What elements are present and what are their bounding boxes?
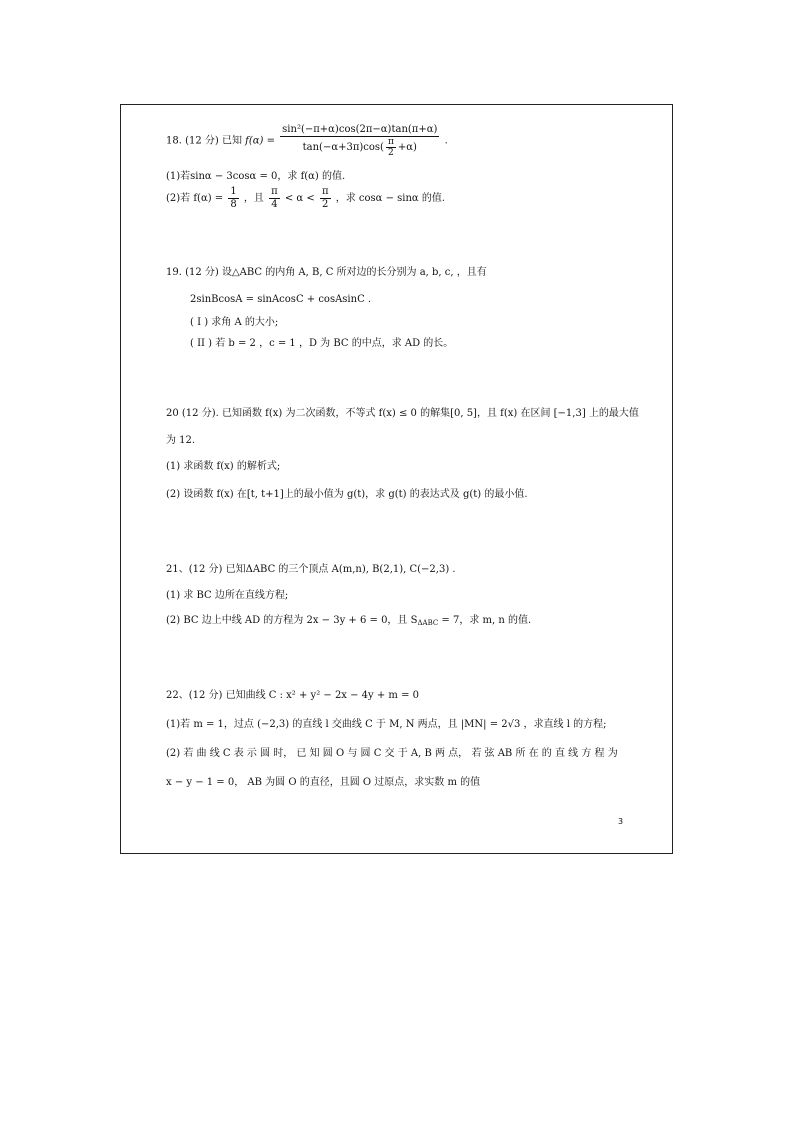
q18-p2-pi2	[320, 186, 331, 211]
q18-p2-pi4	[269, 186, 280, 211]
q21-p2-a: (2) BC 边上中线 AD 的方程为 2x − 3y + 6 = 0，且 S	[166, 615, 418, 626]
page-frame	[120, 104, 673, 854]
q18-p2-a: (2)若 f(α) =	[166, 193, 224, 204]
q20-part1: (1) 求函数 f(x) 的解析式;	[166, 461, 281, 472]
q18-numerator: sin²(−π+α)cos(2π−α)tan(π+α)	[282, 124, 438, 135]
q18-p2-num: 1	[230, 186, 237, 197]
q19-equation: 2sinBcosA = sinAcosC + cosAsinC .	[190, 294, 372, 305]
q20-statement: 20 (12 分). 已知函数 f(x) 为二次函数，不等式 f(x) ≤ 0 的解集[0, 5]，且 f(x) 在区间 [−1,3] 上的最大值	[166, 408, 639, 419]
q18-p2-e: ，求 cosα − sinα 的值.	[335, 193, 446, 204]
q18-tail: .	[444, 135, 448, 147]
q18-part1: (1)若sinα − 3cosα = 0，求 f(α) 的值.	[166, 171, 346, 182]
q18-denominator	[280, 137, 439, 158]
q22-part2-cont: x − y − 1 = 0， AB 为圆 O 的直径，且圆 O 过原点，求实数 m 的值	[166, 777, 481, 788]
q18-part2	[166, 186, 445, 211]
q20-part2: (2) 设函数 f(x) 在[t, t+1]上的最小值为 g(t)，求 g(t) 的表达式及 g(t) 的最小值.	[166, 489, 528, 500]
q20-statement-cont: 为 12.	[166, 435, 196, 446]
q21-statement: 21、(12 分) 已知ΔABC 的三个顶点 A(m,n), B(2,1), C(−2,3) .	[166, 564, 456, 575]
q18-den-pi-half	[386, 137, 396, 158]
q21-p2-b: = 7，求 m, n 的值.	[438, 615, 532, 626]
q18-statement	[166, 124, 448, 158]
q18-fraction	[280, 124, 439, 158]
q18-den-two: 2	[388, 148, 394, 158]
q18-den-b: +α)	[397, 142, 417, 153]
q19-statement: 19. (12 分) 设△ABC 的内角 A, B, C 所对边的长分别为 a, b, c, ，且有	[166, 267, 487, 278]
q18-p2-pi2n: π	[321, 186, 329, 197]
q19-part2: ( II ) 若 b = 2 ，c = 1 ，D 为 BC 的中点，求 AD 的长。	[190, 338, 454, 349]
q21-part1: (1) 求 BC 边所在直线方程;	[166, 590, 289, 601]
q18-den-a: tan(−α+3π)cos(	[302, 142, 384, 153]
q21-part2	[166, 614, 531, 630]
q18-p2-den: 8	[230, 199, 237, 210]
q18-p2-two: 2	[322, 199, 329, 210]
q19-part1: ( I ) 求角 A 的大小;	[190, 317, 279, 328]
q18-f-lhs: f(α) =	[245, 135, 275, 147]
q22-part2: (2) 若 曲 线 C 表 示 圆 时， 已 知 圆 O 与 圆 C 交 于 A, B 两 点， 若 弦 AB 所 在 的 直 线 方 程 为	[166, 748, 618, 759]
q18-p2-c: < α <	[284, 193, 315, 204]
q18-p2-b: ，且	[243, 193, 264, 204]
q18-den-pi: π	[387, 137, 394, 147]
q18-p2-four: 4	[271, 199, 278, 210]
q18-head: 18. (12 分) 已知	[166, 135, 242, 147]
page-number: 3	[618, 817, 624, 826]
q18-p2-pi1: π	[271, 186, 278, 197]
q18-p2-frac	[228, 186, 238, 211]
q22-part1: (1)若 m = 1，过点 (−2,3) 的直线 l 交曲线 C 于 M, N 两点，且 |MN| = 2√3 ，求直线 l 的方程;	[166, 719, 607, 730]
q22-statement: 22、(12 分) 已知曲线 C : x² + y² − 2x − 4y + m = 0	[166, 690, 420, 701]
q21-p2-subscript: ΔABC	[417, 619, 439, 627]
